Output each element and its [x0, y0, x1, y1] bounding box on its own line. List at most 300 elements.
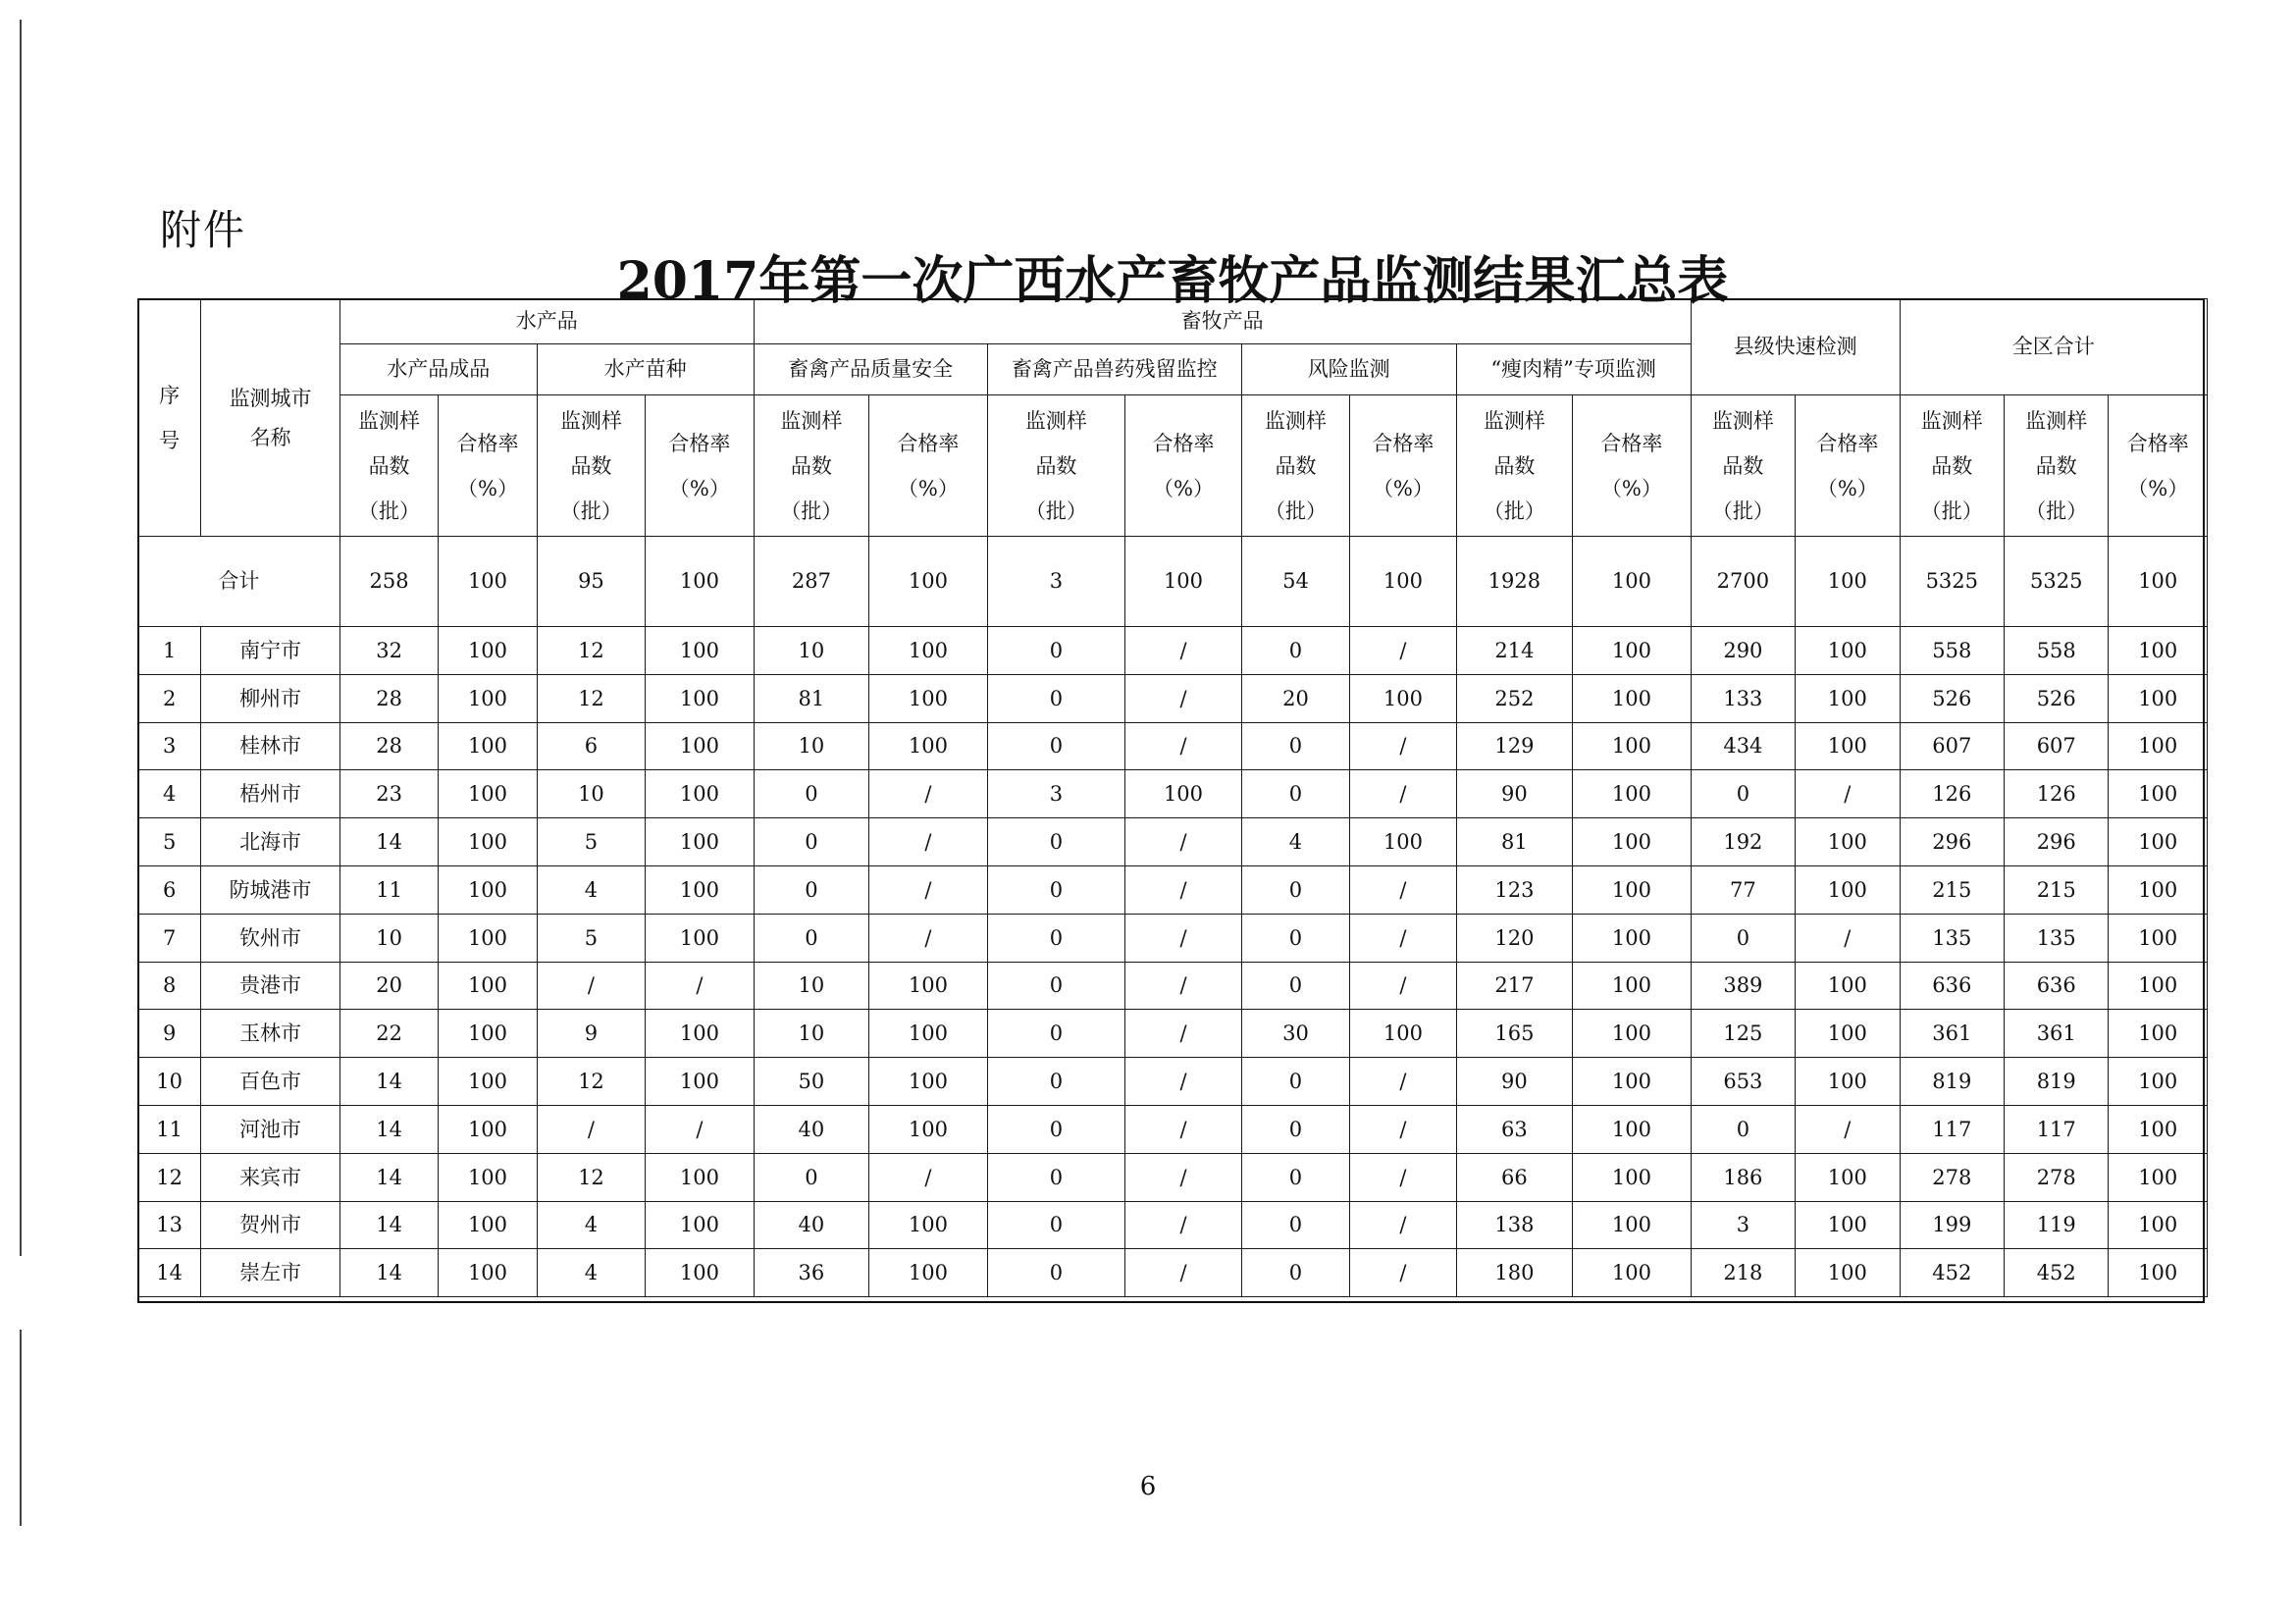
row-city: 防城港市	[201, 865, 340, 914]
table-cell: 100	[869, 1010, 988, 1058]
subheader-samples: 监测样品数（批）	[987, 395, 1125, 537]
subheader-pass-rate: 合格率（%）	[1796, 395, 1900, 537]
table-cell: 100	[1573, 674, 1692, 722]
table-cell: 90	[1456, 1058, 1573, 1106]
table-cell: 100	[439, 865, 537, 914]
row-city: 梧州市	[201, 770, 340, 818]
row-city: 钦州市	[201, 914, 340, 962]
table-cell: /	[1350, 1153, 1456, 1201]
table-cell: 20	[1241, 674, 1349, 722]
row-number: 11	[138, 1105, 201, 1153]
total-cell: 258	[339, 537, 438, 627]
table-cell: /	[1125, 1058, 1242, 1106]
table-row	[138, 770, 2208, 818]
subheader-pass-rate: 合格率（%）	[439, 395, 537, 537]
table-cell: 452	[1900, 1249, 2004, 1297]
table-cell: 0	[754, 818, 869, 866]
row-city: 崇左市	[201, 1249, 340, 1297]
table-cell: /	[1350, 865, 1456, 914]
table-cell: 0	[1241, 1105, 1349, 1153]
table-cell: /	[1796, 1105, 1900, 1153]
table-cell: /	[1125, 627, 1242, 675]
table-cell: 100	[439, 1201, 537, 1249]
table-cell: 100	[646, 1201, 754, 1249]
table-cell: /	[1125, 1105, 1242, 1153]
table-cell: 100	[439, 770, 537, 818]
table-cell: 100	[646, 627, 754, 675]
table-cell: 9	[537, 1010, 645, 1058]
table-cell: 100	[2109, 1010, 2208, 1058]
table-cell: 100	[646, 1249, 754, 1297]
table-cell: 100	[869, 674, 988, 722]
table-row	[138, 627, 2208, 675]
table-cell: 0	[987, 818, 1125, 866]
table-cell: 100	[439, 1058, 537, 1106]
attachment-label: 附件	[160, 206, 247, 254]
table-cell: 192	[1691, 818, 1795, 866]
row-city: 北海市	[201, 818, 340, 866]
table-cell: 0	[987, 1249, 1125, 1297]
table-cell: 100	[1573, 865, 1692, 914]
table-cell: 100	[1125, 770, 1242, 818]
table-cell: 100	[1796, 1058, 1900, 1106]
table-cell: 126	[1900, 770, 2004, 818]
total-cell: 2700	[1691, 537, 1795, 627]
row-city: 百色市	[201, 1058, 340, 1106]
table-cell: 100	[1796, 865, 1900, 914]
table-cell: 100	[1573, 914, 1692, 962]
subheader-pass-rate: 合格率（%）	[2109, 395, 2208, 537]
table-cell: 100	[2109, 627, 2208, 675]
table-cell: 100	[439, 818, 537, 866]
table-cell: /	[1125, 818, 1242, 866]
table-cell: 4	[537, 865, 645, 914]
table-cell: 100	[1796, 627, 1900, 675]
table-cell: 100	[2109, 818, 2208, 866]
table-cell: 100	[646, 722, 754, 770]
table-cell: /	[1125, 962, 1242, 1010]
total-cell: 100	[1125, 537, 1242, 627]
table-cell: 100	[2109, 865, 2208, 914]
table-cell: 434	[1691, 722, 1795, 770]
table-cell: 138	[1456, 1201, 1573, 1249]
table-cell: 0	[987, 627, 1125, 675]
row-number: 1	[138, 627, 201, 675]
total-label: 合计	[138, 537, 340, 627]
table-cell: /	[1125, 1201, 1242, 1249]
row-number: 6	[138, 865, 201, 914]
table-cell: 558	[2005, 627, 2109, 675]
table-cell: 100	[2109, 722, 2208, 770]
table-cell: /	[869, 818, 988, 866]
table-cell: 100	[1573, 770, 1692, 818]
table-cell: 100	[1573, 1153, 1692, 1201]
total-cell: 3	[987, 537, 1125, 627]
table-cell: 100	[439, 1010, 537, 1058]
table-cell: /	[1125, 1153, 1242, 1201]
table-row	[138, 1153, 2208, 1201]
table-cell: 526	[2005, 674, 2109, 722]
table-cell: 199	[1900, 1201, 2004, 1249]
results-table	[137, 298, 2208, 1297]
total-cell: 100	[869, 537, 988, 627]
table-cell: 653	[1691, 1058, 1795, 1106]
total-cell: 287	[754, 537, 869, 627]
table-cell: 10	[754, 962, 869, 1010]
table-cell: 100	[1573, 1105, 1692, 1153]
table-cell: 100	[869, 627, 988, 675]
table-cell: 77	[1691, 865, 1795, 914]
table-cell: /	[869, 865, 988, 914]
table-cell: 14	[339, 1201, 438, 1249]
table-cell: 4	[537, 1201, 645, 1249]
table-cell: 100	[1796, 1249, 1900, 1297]
total-cell: 100	[1350, 537, 1456, 627]
row-city: 柳州市	[201, 674, 340, 722]
table-cell: 278	[2005, 1153, 2109, 1201]
table-cell: 526	[1900, 674, 2004, 722]
subheader-samples: 监测样品数（批）	[1456, 395, 1573, 537]
table-cell: 0	[1691, 770, 1795, 818]
subheader-pass-rate: 合格率（%）	[869, 395, 988, 537]
table-cell: 22	[339, 1010, 438, 1058]
table-cell: 135	[2005, 914, 2109, 962]
table-cell: 81	[754, 674, 869, 722]
table-cell: 0	[754, 914, 869, 962]
table-cell: 10	[537, 770, 645, 818]
header-aquatic: 水产品	[339, 299, 754, 344]
table-cell: 4	[1241, 818, 1349, 866]
table-cell: /	[1350, 962, 1456, 1010]
table-cell: 636	[1900, 962, 2004, 1010]
table-row	[138, 1201, 2208, 1249]
table-cell: 0	[754, 770, 869, 818]
table-row	[138, 962, 2208, 1010]
table-row	[138, 1058, 2208, 1106]
table-cell: 100	[1350, 818, 1456, 866]
header-clenbuterol: “瘦肉精”专项监测	[1456, 344, 1691, 395]
subheader-samples: 监测样品数（批）	[1691, 395, 1795, 537]
table-row	[138, 1105, 2208, 1153]
row-number: 4	[138, 770, 201, 818]
table-cell: 100	[646, 1010, 754, 1058]
table-cell: 11	[339, 865, 438, 914]
table-cell: 12	[537, 674, 645, 722]
table-row	[138, 914, 2208, 962]
table-cell: 90	[1456, 770, 1573, 818]
table-cell: 129	[1456, 722, 1573, 770]
table-cell: 0	[754, 865, 869, 914]
table-cell: /	[1350, 1249, 1456, 1297]
table-cell: 119	[2005, 1201, 2109, 1249]
table-cell: 40	[754, 1105, 869, 1153]
table-cell: 389	[1691, 962, 1795, 1010]
table-cell: /	[1350, 770, 1456, 818]
table-cell: 607	[2005, 722, 2109, 770]
table-cell: 100	[1796, 1201, 1900, 1249]
table-cell: 4	[537, 1249, 645, 1297]
row-number: 13	[138, 1201, 201, 1249]
table-cell: 215	[1900, 865, 2004, 914]
table-cell: 100	[869, 1249, 988, 1297]
table-cell: 10	[754, 722, 869, 770]
table-cell: 819	[2005, 1058, 2109, 1106]
table-cell: 100	[2109, 674, 2208, 722]
header-livestock-quality: 畜禽产品质量安全	[754, 344, 987, 395]
table-cell: 607	[1900, 722, 2004, 770]
row-number: 12	[138, 1153, 201, 1201]
total-cell: 100	[1573, 537, 1692, 627]
table-cell: 6	[537, 722, 645, 770]
table-cell: 100	[439, 722, 537, 770]
header-city: 监测城市名称	[201, 299, 340, 537]
row-number: 7	[138, 914, 201, 962]
table-cell: 100	[2109, 914, 2208, 962]
table-cell: 100	[1796, 1153, 1900, 1201]
header-county-rapid: 县级快速检测	[1691, 299, 1900, 395]
subheader-samples: 监测样品数（批）	[537, 395, 645, 537]
table-cell: 100	[439, 1153, 537, 1201]
table-cell: 0	[987, 1105, 1125, 1153]
table-cell: /	[1350, 1105, 1456, 1153]
table-row	[138, 722, 2208, 770]
subheader-pass-rate: 合格率（%）	[1125, 395, 1242, 537]
table-cell: 5	[537, 818, 645, 866]
table-cell: 28	[339, 674, 438, 722]
table-cell: 361	[2005, 1010, 2109, 1058]
table-cell: 100	[2109, 1105, 2208, 1153]
table-cell: 117	[2005, 1105, 2109, 1153]
page-title: 2017年第一次广西水产畜牧产品监测结果汇总表	[616, 251, 1729, 311]
table-cell: 0	[1241, 722, 1349, 770]
row-city: 贺州市	[201, 1201, 340, 1249]
table-cell: 0	[987, 962, 1125, 1010]
table-cell: 100	[2109, 1201, 2208, 1249]
table-cell: 0	[987, 914, 1125, 962]
table-cell: 100	[1796, 818, 1900, 866]
table-cell: 100	[646, 818, 754, 866]
header-region-total: 全区合计	[1900, 299, 2207, 395]
table-cell: 0	[1241, 1153, 1349, 1201]
table-cell: /	[1796, 914, 1900, 962]
row-city: 玉林市	[201, 1010, 340, 1058]
row-number: 2	[138, 674, 201, 722]
table-cell: 100	[2109, 1153, 2208, 1201]
total-cell: 95	[537, 537, 645, 627]
table-cell: /	[1125, 1249, 1242, 1297]
table-cell: 0	[754, 1153, 869, 1201]
table-cell: /	[1350, 627, 1456, 675]
table-cell: 12	[537, 627, 645, 675]
table-cell: 100	[646, 865, 754, 914]
table-cell: 12	[537, 1153, 645, 1201]
table-cell: 100	[869, 1105, 988, 1153]
table-cell: 14	[339, 1153, 438, 1201]
table-cell: 81	[1456, 818, 1573, 866]
table-cell: 100	[869, 722, 988, 770]
row-number: 5	[138, 818, 201, 866]
table-cell: 361	[1900, 1010, 2004, 1058]
table-cell: 0	[1241, 1249, 1349, 1297]
table-cell: 100	[2109, 770, 2208, 818]
table-cell: 100	[869, 1058, 988, 1106]
table-row	[138, 818, 2208, 866]
table-cell: 100	[439, 1105, 537, 1153]
row-number: 8	[138, 962, 201, 1010]
row-city: 桂林市	[201, 722, 340, 770]
subheader-samples: 监测样品数（批）	[1900, 395, 2004, 537]
table-cell: 40	[754, 1201, 869, 1249]
table-cell: /	[646, 1105, 754, 1153]
table-cell: /	[1350, 722, 1456, 770]
subheader-samples: 监测样品数（批）	[1241, 395, 1349, 537]
row-number: 10	[138, 1058, 201, 1106]
table-cell: 14	[339, 1249, 438, 1297]
table-cell: 296	[2005, 818, 2109, 866]
table-cell: 20	[339, 962, 438, 1010]
table-cell: 0	[1691, 1105, 1795, 1153]
row-number: 14	[138, 1249, 201, 1297]
header-seq: 序号	[138, 299, 201, 537]
table-cell: 100	[1573, 962, 1692, 1010]
table-cell: 0	[1241, 962, 1349, 1010]
table-cell: 0	[987, 1201, 1125, 1249]
table-cell: 63	[1456, 1105, 1573, 1153]
table-cell: 100	[439, 627, 537, 675]
table-cell: 100	[1350, 1010, 1456, 1058]
table-cell: 100	[2109, 962, 2208, 1010]
table-cell: /	[1125, 865, 1242, 914]
table-cell: 290	[1691, 627, 1795, 675]
total-cell: 5325	[1900, 537, 2004, 627]
table-cell: 100	[1796, 722, 1900, 770]
table-cell: 0	[987, 722, 1125, 770]
table-cell: 0	[987, 865, 1125, 914]
table-cell: 100	[1573, 722, 1692, 770]
table-cell: 5	[537, 914, 645, 962]
table-cell: 0	[1691, 914, 1795, 962]
table-cell: 819	[1900, 1058, 2004, 1106]
table-cell: 100	[2109, 1249, 2208, 1297]
table-cell: 123	[1456, 865, 1573, 914]
table-cell: 217	[1456, 962, 1573, 1010]
table-cell: /	[646, 962, 754, 1010]
table-cell: 135	[1900, 914, 2004, 962]
scan-edge-line	[20, 20, 22, 1256]
header-livestock: 畜牧产品	[754, 299, 1691, 344]
table-cell: 100	[1573, 1058, 1692, 1106]
table-cell: 100	[646, 914, 754, 962]
table-cell: 100	[1796, 674, 1900, 722]
total-cell: 100	[2109, 537, 2208, 627]
table-cell: /	[537, 1105, 645, 1153]
total-cell: 5325	[2005, 537, 2109, 627]
subheader-pass-rate: 合格率（%）	[1573, 395, 1692, 537]
table-cell: 0	[987, 674, 1125, 722]
table-cell: /	[1350, 914, 1456, 962]
table-cell: 100	[646, 1058, 754, 1106]
table-cell: /	[1125, 914, 1242, 962]
table-cell: 120	[1456, 914, 1573, 962]
table-cell: 100	[439, 1249, 537, 1297]
table-cell: 0	[1241, 1201, 1349, 1249]
table-cell: 0	[1241, 1058, 1349, 1106]
subheader-pass-rate: 合格率（%）	[646, 395, 754, 537]
table-cell: 126	[2005, 770, 2109, 818]
table-cell: 14	[339, 1058, 438, 1106]
table-cell: 100	[646, 770, 754, 818]
table-cell: 23	[339, 770, 438, 818]
total-cell: 54	[1241, 537, 1349, 627]
header-risk-monitoring: 风险监测	[1241, 344, 1456, 395]
header-livestock-residue: 畜禽产品兽药残留监控	[987, 344, 1241, 395]
subheader-samples: 监测样品数（批）	[339, 395, 438, 537]
table-cell: 133	[1691, 674, 1795, 722]
table-cell: 0	[1241, 865, 1349, 914]
table-row	[138, 1010, 2208, 1058]
row-city: 贵港市	[201, 962, 340, 1010]
table-cell: 296	[1900, 818, 2004, 866]
table-cell: 558	[1900, 627, 2004, 675]
total-cell: 100	[1796, 537, 1900, 627]
table-cell: 36	[754, 1249, 869, 1297]
table-cell: 215	[2005, 865, 2109, 914]
table-cell: 218	[1691, 1249, 1795, 1297]
row-city: 来宾市	[201, 1153, 340, 1201]
table-row	[138, 1249, 2208, 1297]
total-row	[138, 537, 2208, 627]
header-aquatic-seedling: 水产苗种	[537, 344, 754, 395]
table-cell: /	[1125, 1010, 1242, 1058]
table-cell: 14	[339, 1105, 438, 1153]
row-city: 南宁市	[201, 627, 340, 675]
table-cell: 452	[2005, 1249, 2109, 1297]
total-cell: 100	[646, 537, 754, 627]
table-cell: 125	[1691, 1010, 1795, 1058]
table-cell: 50	[754, 1058, 869, 1106]
table-cell: 180	[1456, 1249, 1573, 1297]
table-cell: 165	[1456, 1010, 1573, 1058]
table-cell: 100	[1573, 1201, 1692, 1249]
table-cell: 100	[439, 962, 537, 1010]
table-cell: /	[537, 962, 645, 1010]
table-cell: 100	[869, 962, 988, 1010]
table-cell: 0	[1241, 770, 1349, 818]
table-cell: 28	[339, 722, 438, 770]
table-cell: 10	[339, 914, 438, 962]
subheader-samples: 监测样品数（批）	[2005, 395, 2109, 537]
table-cell: 0	[1241, 627, 1349, 675]
table-cell: 117	[1900, 1105, 2004, 1153]
table-row	[138, 865, 2208, 914]
total-cell: 100	[439, 537, 537, 627]
row-number: 9	[138, 1010, 201, 1058]
table-cell: 12	[537, 1058, 645, 1106]
table-cell: 278	[1900, 1153, 2004, 1201]
table-cell: 100	[1796, 1010, 1900, 1058]
table-cell: 100	[439, 914, 537, 962]
table-cell: 100	[1573, 1249, 1692, 1297]
table-cell: 100	[1796, 962, 1900, 1010]
table-cell: 3	[1691, 1201, 1795, 1249]
page-number: 6	[1139, 1472, 1157, 1501]
table-cell: 10	[754, 1010, 869, 1058]
table-cell: /	[1796, 770, 1900, 818]
total-cell: 1928	[1456, 537, 1573, 627]
table-cell: 66	[1456, 1153, 1573, 1201]
table-cell: 100	[1573, 1010, 1692, 1058]
subheader-pass-rate: 合格率（%）	[1350, 395, 1456, 537]
